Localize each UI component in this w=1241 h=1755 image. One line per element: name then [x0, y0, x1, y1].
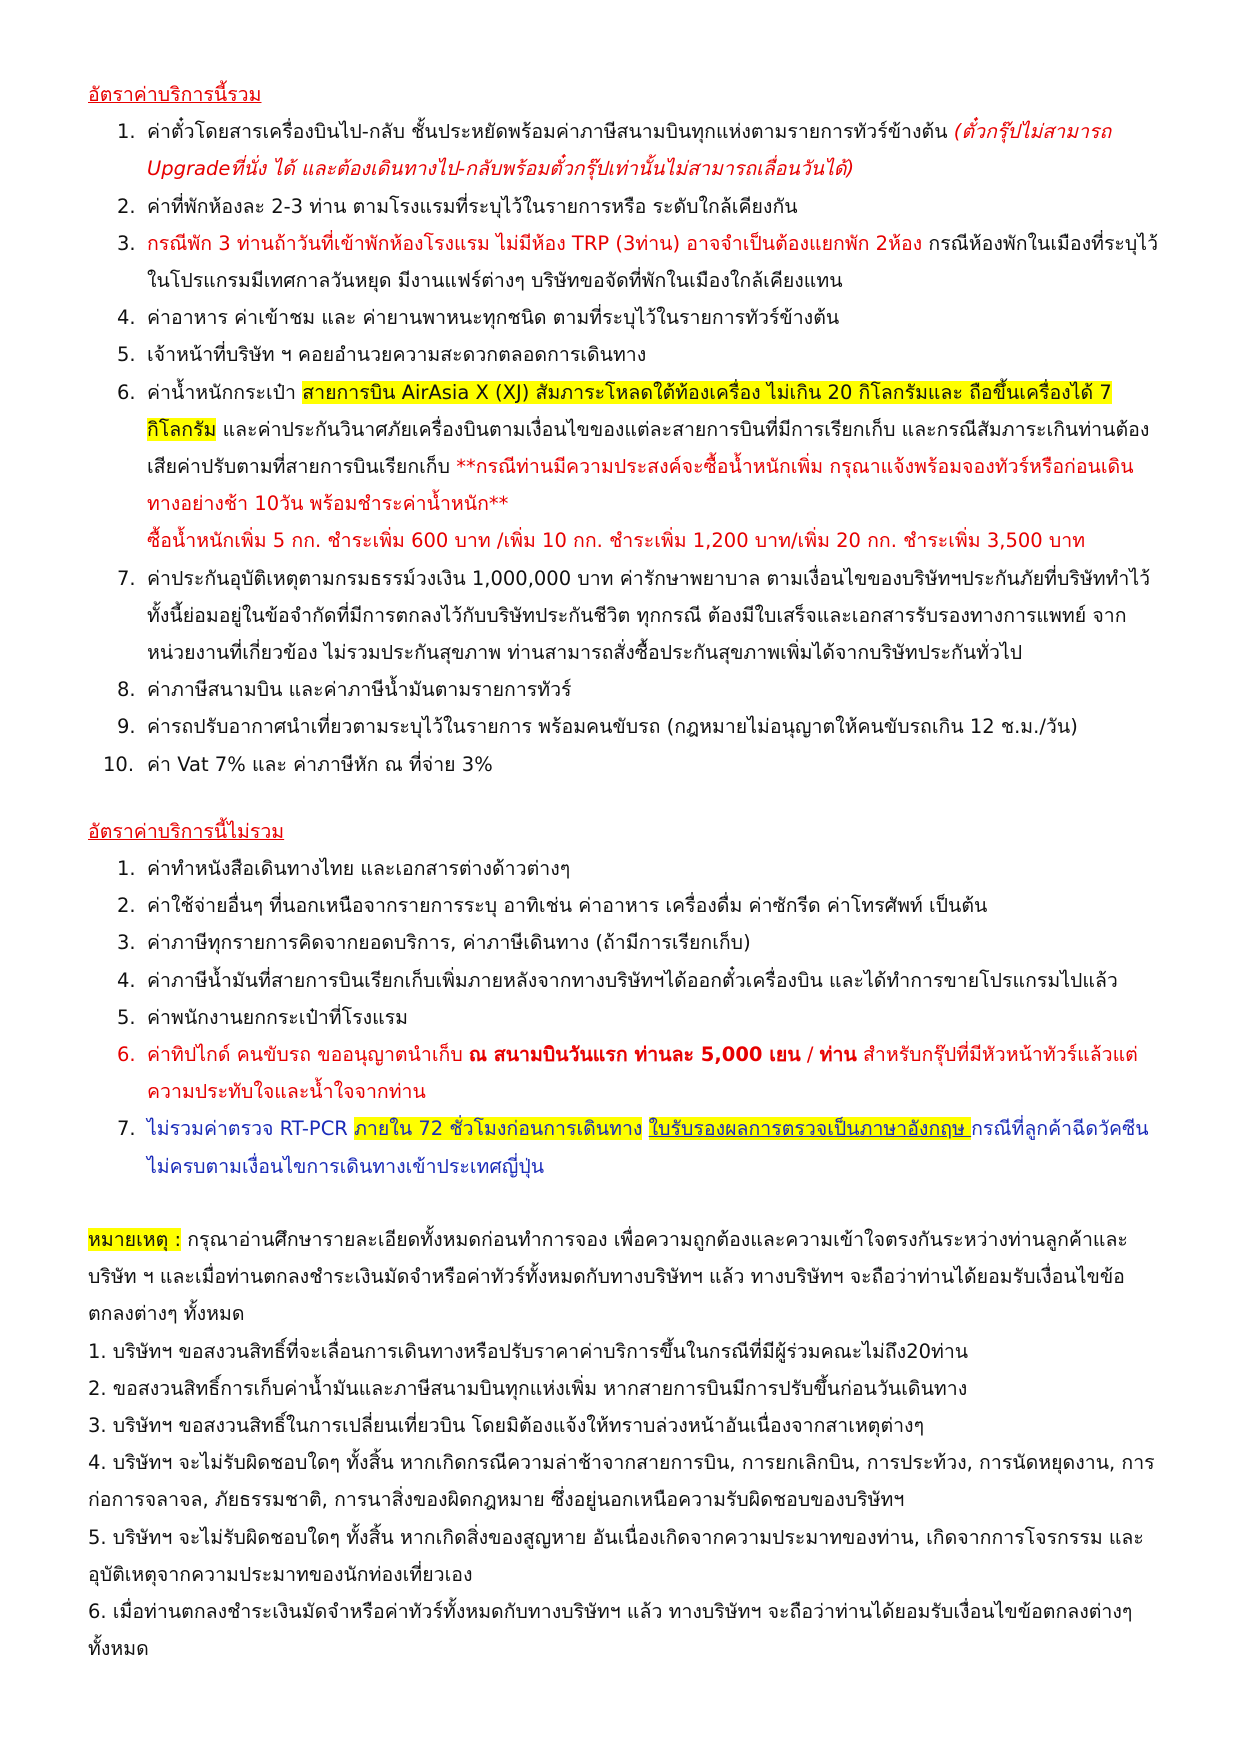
item-text: กรณีห้องพักในเมืองที่ระบุไว้ในโปรแกรมมีเทศกาลวันหยุด มีงานแฟร์ต่างๆ บริษัทขอจัดที่พักในเมืองใกล้เคียงแทน [147, 231, 1159, 293]
item-number: 9. [117, 715, 136, 739]
excluded-section-title: อัตราค่าบริการนี้ไม่รวม [88, 819, 285, 843]
item-text-red: **กรณีท่านมีความประสงค์จะซื้อน้ำหนักเพิ่ม กรุณาแจ้งพร้อมจองทัวร์หรือก่อนเดินทางอย่างช้า 10วัน พร้อมชำระค่าน้ำหนัก** [147, 455, 1134, 516]
remark-3: 3. บริษัทฯ ขอสงวนสิทธิ์ในการเปลี่ยนเที่ยวบิน โดยมิต้องแจ้งให้ทราบล่วงหน้าอันเนื่องจากสาเหตุต่างๆ [88, 1413, 925, 1437]
included-item-9 [88, 708, 1160, 745]
item-number: 3. [117, 231, 136, 255]
included-list [88, 113, 1160, 783]
item-text: ค่า Vat 7% และ ค่าภาษีหัก ณ ที่จ่าย 3% [147, 752, 493, 776]
item-text: ค่าภาษีสนามบิน และค่าภาษีน้ำมันตามรายการทัวร์ [147, 678, 572, 702]
item-number: 1. [117, 120, 136, 144]
per-person-label: ท่าน [819, 1043, 857, 1067]
item-number: 6. [117, 380, 136, 404]
item-number: 5. [117, 343, 136, 367]
item-text: ค่าทิปไกด์ คนขับรถ ขออนุญาตนำเก็บ [147, 1043, 469, 1067]
item-text: ค่าที่พักห้องละ 2-3 ท่าน ตามโรงแรมที่ระบุไว้ในรายการหรือ ระดับใกล้เคียงกัน [147, 194, 798, 218]
item-text: ค่าประกันอุบัติเหตุตามกรมธรรม์วงเงิน 1,000,000 บาท ค่ารักษาพยาบาล ตามเงื่อนไขของบริษัทฯประกันภัยที่บริษัททำไว้ ทั้งนี้ย่อมอยู่ในข้อจำกัดที่มีการตกลงไว้กับบริษัทประกันชีวิต ทุกกรณี ต้องมีใบเสร็จและเอกสารรับรองทางการแพทย์ จากหน่วยงานที่เกี่ยวข้อง ไม่รวมประกันสุขภาพ ท่านสามารถสั่งซื้อประกันสุขภาพเพิ่มได้จากบริษัทประกันทั่วไป [147, 566, 1151, 665]
excluded-item-4 [88, 962, 1160, 999]
item-text: ค่าภาษีทุกรายการคิดจากยอดบริการ, ค่าภาษีเดินทาง (ถ้ามีการเรียกเก็บ) [147, 931, 751, 955]
item-text: ค่าทำหนังสือเดินทางไทย และเอกสารต่างด้าวต่างๆ [147, 857, 571, 881]
item-number: 2. [117, 194, 136, 218]
remarks-intro [88, 1221, 1160, 1333]
item-text: ค่าใช้จ่ายอื่นๆ ที่นอกเหนือจากรายการระบุ อาทิเช่น ค่าอาหาร เครื่องดื่ม ค่าซักรีด ค่าโทรศัพท์ เป็นต้น [147, 894, 988, 918]
baggage-highlight: สายการบิน AirAsia X (XJ) สัมภาระโหลดใต้ท้องเครื่อง ไม่เกิน 20 กิโลกรัมและ ถือขึ้นเครื่องได้ 7 กิโลกรัม [147, 380, 1112, 441]
item-text: กรณีที่ลูกค้าฉีดวัคซีนไม่ครบตามเงื่อนไขการเดินทางเข้าประเทศญี่ปุ่น [147, 1117, 1149, 1178]
excluded-item-1 [88, 850, 1160, 887]
included-item-2 [88, 188, 1160, 225]
included-item-7 [88, 560, 1160, 672]
item-number: 1. [117, 857, 136, 881]
item-text-red: กรณีพัก 3 ท่านถ้าวันที่เข้าพักห้องโรงแรม ไม่มีห้อง TRP (3ท่าน) อาจจำเป็นต้องแยกพัก 2ห้อง [147, 231, 923, 255]
remarks-section [88, 1221, 1160, 1667]
item-text: ค่าตั๋วโดยสารเครื่องบินไป-กลับ ชั้นประหยัดพร้อมค่าภาษีสนามบินทุกแห่งตามรายการทัวร์ข้างต้น [147, 120, 954, 144]
section-spacer [88, 783, 1160, 813]
tip-amount: ณ สนามบินวันแรก ท่านละ 5,000 เยน [468, 1043, 801, 1067]
item-text: และค่าประกันวินาศภัยเครื่องบินตามเงื่อนไขของแต่ละสายการบินที่มีการเรียกเก็บ และกรณีสัมภาระเกินท่านต้องเสียค่าปรับตามที่สายการบินเรียกเก็บ [147, 417, 1150, 479]
item-number: 8. [117, 678, 136, 702]
included-item-5 [88, 336, 1160, 373]
item-number: 6. [117, 1043, 136, 1067]
item-number: 10. [103, 752, 135, 776]
item-text [642, 1117, 648, 1140]
item-text: ค่าน้ำหนักกระเป๋า [147, 380, 303, 404]
excluded-item-5 [88, 999, 1160, 1036]
remarks-intro-text: กรุณาอ่านศึกษารายละเอียดทั้งหมดก่อนทำการจอง เพื่อความถูกต้องและความเข้าใจตรงกันระหว่างท่านลูกค้าและ บริษัท ฯ และเมื่อท่านตกลงชำระเงินมัดจำหรือค่าทัวร์ทั้งหมดกับทางบริษัทฯ แล้ว ทางบริษัทฯ จะถือว่าท่านได้ยอมรับเงื่อนไขข้อตกลงต่างๆ ทั้งหมด [88, 1227, 1128, 1326]
item-text: ไม่รวมค่าตรวจ RT-PCR [147, 1117, 355, 1141]
item-number: 3. [117, 931, 136, 955]
item-text: ค่าพนักงานยกกระเป๋าที่โรงแรม [147, 1005, 408, 1029]
excluded-item-7 [88, 1110, 1160, 1184]
item-number: 7. [117, 1117, 136, 1141]
document-page [88, 76, 1160, 1667]
item-number: 4. [117, 306, 136, 330]
item-number: 2. [117, 894, 136, 918]
item-text: / [800, 1043, 820, 1067]
remark-2: 2. ขอสงวนสิทธิ์การเก็บค่าน้ำมันและภาษีสนามบินทุกแห่งเพิ่ม หากสายการบินมีการปรับขึ้นก่อนวันเดินทาง [88, 1376, 968, 1400]
item-number: 5. [117, 1005, 136, 1029]
item-text: ค่าอาหาร ค่าเข้าชม และ ค่ายานพาหนะทุกชนิด ตามที่ระบุไว้ในรายการทัวร์ข้างต้น [147, 306, 840, 330]
extra-baggage-prices: ซื้อน้ำหนักเพิ่ม 5 กก. ชำระเพิ่ม 600 บาท /เพิ่ม 10 กก. ชำระเพิ่ม 1,200 บาท/เพิ่ม 20 กก. ชำระเพิ่ม 3,500 บาท [147, 529, 1086, 553]
section-spacer [88, 1185, 1160, 1221]
included-item-10 [88, 746, 1160, 783]
excluded-list [88, 850, 1160, 1185]
remark-5: 5. บริษัทฯ จะไม่รับผิดชอบใดๆ ทั้งสิ้น หากเกิดสิ่งของสูญหาย อันเนื่องเกิดจากความประมาทของท่าน, เกิดจากการโจรกรรม และ อุบัติเหตุจากความประมาทของนักท่องเที่ยวเอง [88, 1525, 1144, 1586]
item-text: สำหรับกรุ๊ปที่มีหัวหน้าทัวร์แล้วแต่ความประทับใจและน้ำใจจากท่าน [147, 1043, 1138, 1104]
item-text: เจ้าหน้าที่บริษัท ฯ คอยอำนวยความสะดวกตลอดการเดินทาง [147, 343, 647, 367]
english-certificate-highlight: ใบรับรองผลการตรวจเป็นภาษาอังกฤษ [648, 1117, 972, 1141]
remark-4: 4. บริษัทฯ จะไม่รับผิดชอบใดๆ ทั้งสิ้น หากเกิดกรณีความล่าช้าจากสายการบิน, การยกเลิกบิน, การประท้วง, การนัดหยุดงาน, การก่อการจลาจล, ภัยธรรมชาติ, การนาสิ่งของผิดกฎหมาย ซึ่งอยู่นอกเหนือความรับผิดชอบของบริษัทฯ [88, 1451, 1155, 1512]
item-number: 7. [117, 566, 136, 590]
item-number: 4. [117, 968, 136, 992]
included-item-3 [88, 225, 1160, 299]
remark-1: 1. บริษัทฯ ขอสงวนสิทธิ์ที่จะเลื่อนการเดินทางหรือปรับราคาค่าบริการขึ้นในกรณีที่มีผู้ร่วมคณะไม่ถึง20ท่าน [88, 1339, 969, 1363]
remark-6: 6. เมื่อท่านตกลงชำระเงินมัดจำหรือค่าทัวร์ทั้งหมดกับทางบริษัทฯ แล้ว ทางบริษัทฯ จะถือว่าท่านได้ยอมรับเงื่อนไขข้อตกลงต่างๆ ทั้งหมด [88, 1599, 1133, 1661]
item-text: ค่าภาษีน้ำมันที่สายการบินเรียกเก็บเพิ่มภายหลังจากทางบริษัทฯได้ออกตั๋วเครื่องบิน และได้ทำการขายโปรแกรมไปแล้ว [147, 968, 1118, 992]
included-item-6 [88, 374, 1160, 560]
item-note-red: (ตั๋วกรุ๊ปไม่สามารถ Upgradeที่นั่ง ได้ และต้องเดินทางไป-กลับพร้อมตั๋วกรุ๊ปเท่านั้นไม่สามารถเลื่อนวันได้) [147, 120, 1112, 181]
remarks-label: หมายเหตุ : [88, 1227, 182, 1251]
included-item-4 [88, 299, 1160, 336]
excluded-item-3 [88, 924, 1160, 961]
excluded-item-2 [88, 887, 1160, 924]
included-section-title: อัตราค่าบริการนี้รวม [88, 83, 262, 106]
pcr-timing-highlight: ภายใน 72 ชั่วโมงก่อนการเดินทาง [354, 1117, 643, 1141]
excluded-item-6 [88, 1036, 1160, 1110]
item-text: ค่ารถปรับอากาศนำเที่ยวตามระบุไว้ในรายการ พร้อมคนขับรถ (กฎหมายไม่อนุญาตให้คนขับรถเกิน 12 ช.ม./วัน) [147, 715, 1078, 739]
included-item-8 [88, 671, 1160, 708]
included-item-1 [88, 113, 1160, 187]
